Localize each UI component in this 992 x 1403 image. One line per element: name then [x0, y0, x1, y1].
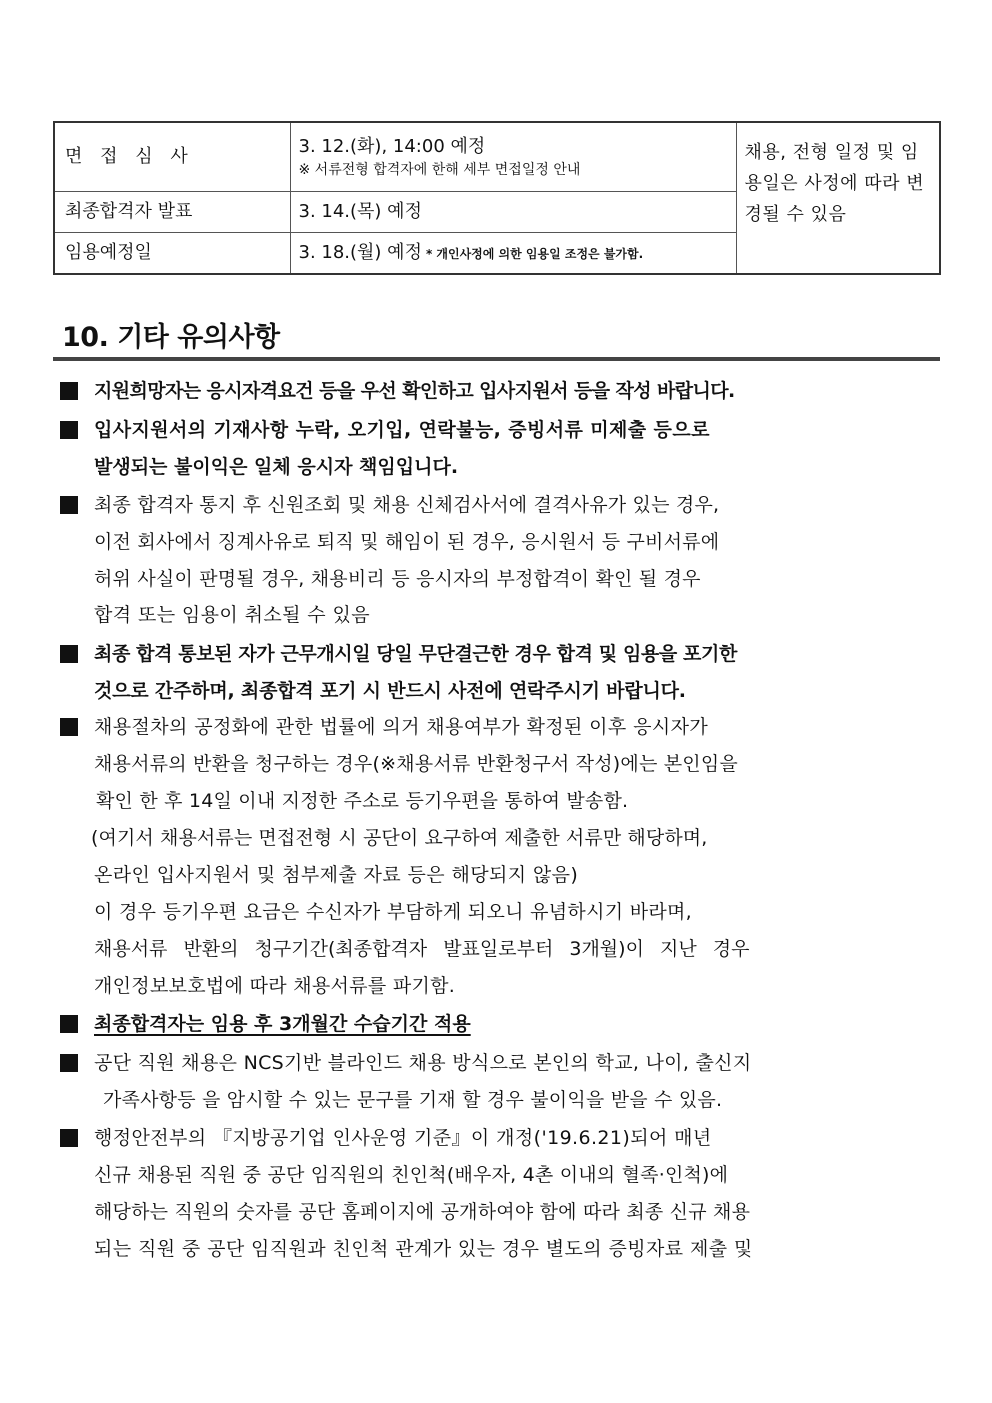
appointment-note: * 개인사정에 의한 임용일 조정은 불가함. — [425, 247, 644, 262]
notice-line: 신규 채용된 직원 중 공단 임직원의 친인척(배우자, 4촌 이내의 혈족·인척)에 — [94, 1164, 729, 1186]
bullet-icon — [60, 1129, 78, 1147]
notice-line: (여기서 채용서류는 면접전형 시 공단이 요구하여 제출한 서류만 해당하며, — [91, 827, 708, 849]
section-divider — [53, 357, 940, 361]
notice-line: 이 경우 등기우편 요금은 수신자가 부담하게 되오니 유념하시기 바라며, — [94, 901, 693, 923]
bullet-icon — [60, 421, 78, 439]
section-title: 10. 기타 유의사항 — [62, 322, 280, 353]
bullet-icon — [60, 645, 78, 663]
appointment-label: 임용예정일 — [54, 233, 290, 275]
schedule-table — [53, 121, 941, 275]
notice-line: 개인정보보호법에 따라 채용서류를 파기함. — [94, 975, 456, 997]
final-announce-date: 3. 14.(목) 예정 — [290, 192, 736, 233]
notice-line: 채용절차의 공정화에 관한 법률에 의거 채용여부가 확정된 이후 응시자가 — [94, 716, 709, 738]
notice-line: 발생되는 불이익은 일체 응시자 책임입니다. — [94, 456, 459, 478]
notice-line: 확인 한 후 14일 이내 지정한 주소로 등기우편을 통하여 발송함. — [96, 790, 629, 812]
notice-line-text: 최종합격자는 임용 후 3개월간 수습기간 적용 — [94, 1013, 471, 1035]
notice-line: 입사지원서의 기재사항 누락, 오기입, 연락불능, 증빙서류 미제출 등으로 — [94, 419, 710, 441]
appointment-date-cell — [290, 233, 736, 275]
notice-line: 허위 사실이 판명될 경우, 채용비리 등 응시자의 부정합격이 확인 될 경우 — [94, 568, 701, 590]
bullet-icon — [60, 1015, 78, 1033]
interview-date-cell — [290, 122, 736, 192]
notice-line: 되는 직원 중 공단 임직원과 친인척 관계가 있는 경우 별도의 증빙자료 제출 및 — [94, 1238, 753, 1260]
interview-date: 3. 12.(화), 14:00 예정 — [298, 135, 486, 157]
bullet-icon — [60, 496, 78, 514]
bullet-icon — [60, 1054, 78, 1072]
notice-line: 온라인 입사지원서 및 첨부제출 자료 등은 해당되지 않음) — [94, 864, 579, 886]
notice-line: 채용서류 반환의 청구기간(최종합격자 발표일로부터 3개월)이 지난 경우 — [94, 938, 750, 960]
notice-line: 이전 회사에서 징계사유로 퇴직 및 해임이 된 경우, 응시원서 등 구비서류에 — [94, 531, 720, 553]
schedule-side-note: 채용, 전형 일정 및 임용일은 사정에 따라 변경될 수 있음 — [736, 122, 940, 274]
notice-line: 지원희망자는 응시자격요건 등을 우선 확인하고 입사지원서 등을 작성 바랍니다. — [94, 380, 735, 402]
notice-line: 행정안전부의 『지방공기업 인사운영 기준』이 개정('19.6.21)되어 매년 — [94, 1127, 712, 1149]
notice-line: 가족사항등 을 암시할 수 있는 문구를 기재 할 경우 불이익을 받을 수 있음. — [103, 1089, 723, 1111]
notice-line: 최종 합격 통보된 자가 근무개시일 당일 무단결근한 경우 합격 및 임용을 포기한 — [94, 643, 737, 665]
bullet-icon — [60, 718, 78, 736]
final-announce-label: 최종합격자 발표 — [54, 192, 290, 233]
appointment-date: 3. 18.(월) 예정 — [298, 242, 422, 264]
table-row — [54, 122, 940, 192]
notice-line: 합격 또는 임용이 취소될 수 있음 — [94, 604, 371, 626]
notice-line: 해당하는 직원의 숫자를 공단 홈페이지에 공개하여야 함에 따라 최종 신규 채용 — [94, 1201, 751, 1223]
bullet-icon — [60, 382, 78, 400]
interview-note: ※ 서류전형 합격자에 한해 세부 면접일정 안내 — [298, 162, 581, 179]
notice-line: 최종 합격자 통지 후 신원조회 및 채용 신체검사서에 결격사유가 있는 경우, — [94, 494, 720, 516]
notice-line: 공단 직원 채용은 NCS기반 블라인드 채용 방식으로 본인의 학교, 나이, 출신지 — [94, 1052, 752, 1074]
notice-line: 채용서류의 반환을 청구하는 경우(※채용서류 반환청구서 작성)에는 본인임을 — [94, 753, 738, 775]
notice-line: 것으로 간주하며, 최종합격 포기 시 반드시 사전에 연락주시기 바랍니다. — [94, 680, 686, 702]
interview-label: 면 접 심 사 — [54, 122, 290, 192]
notice-line — [94, 1012, 471, 1036]
